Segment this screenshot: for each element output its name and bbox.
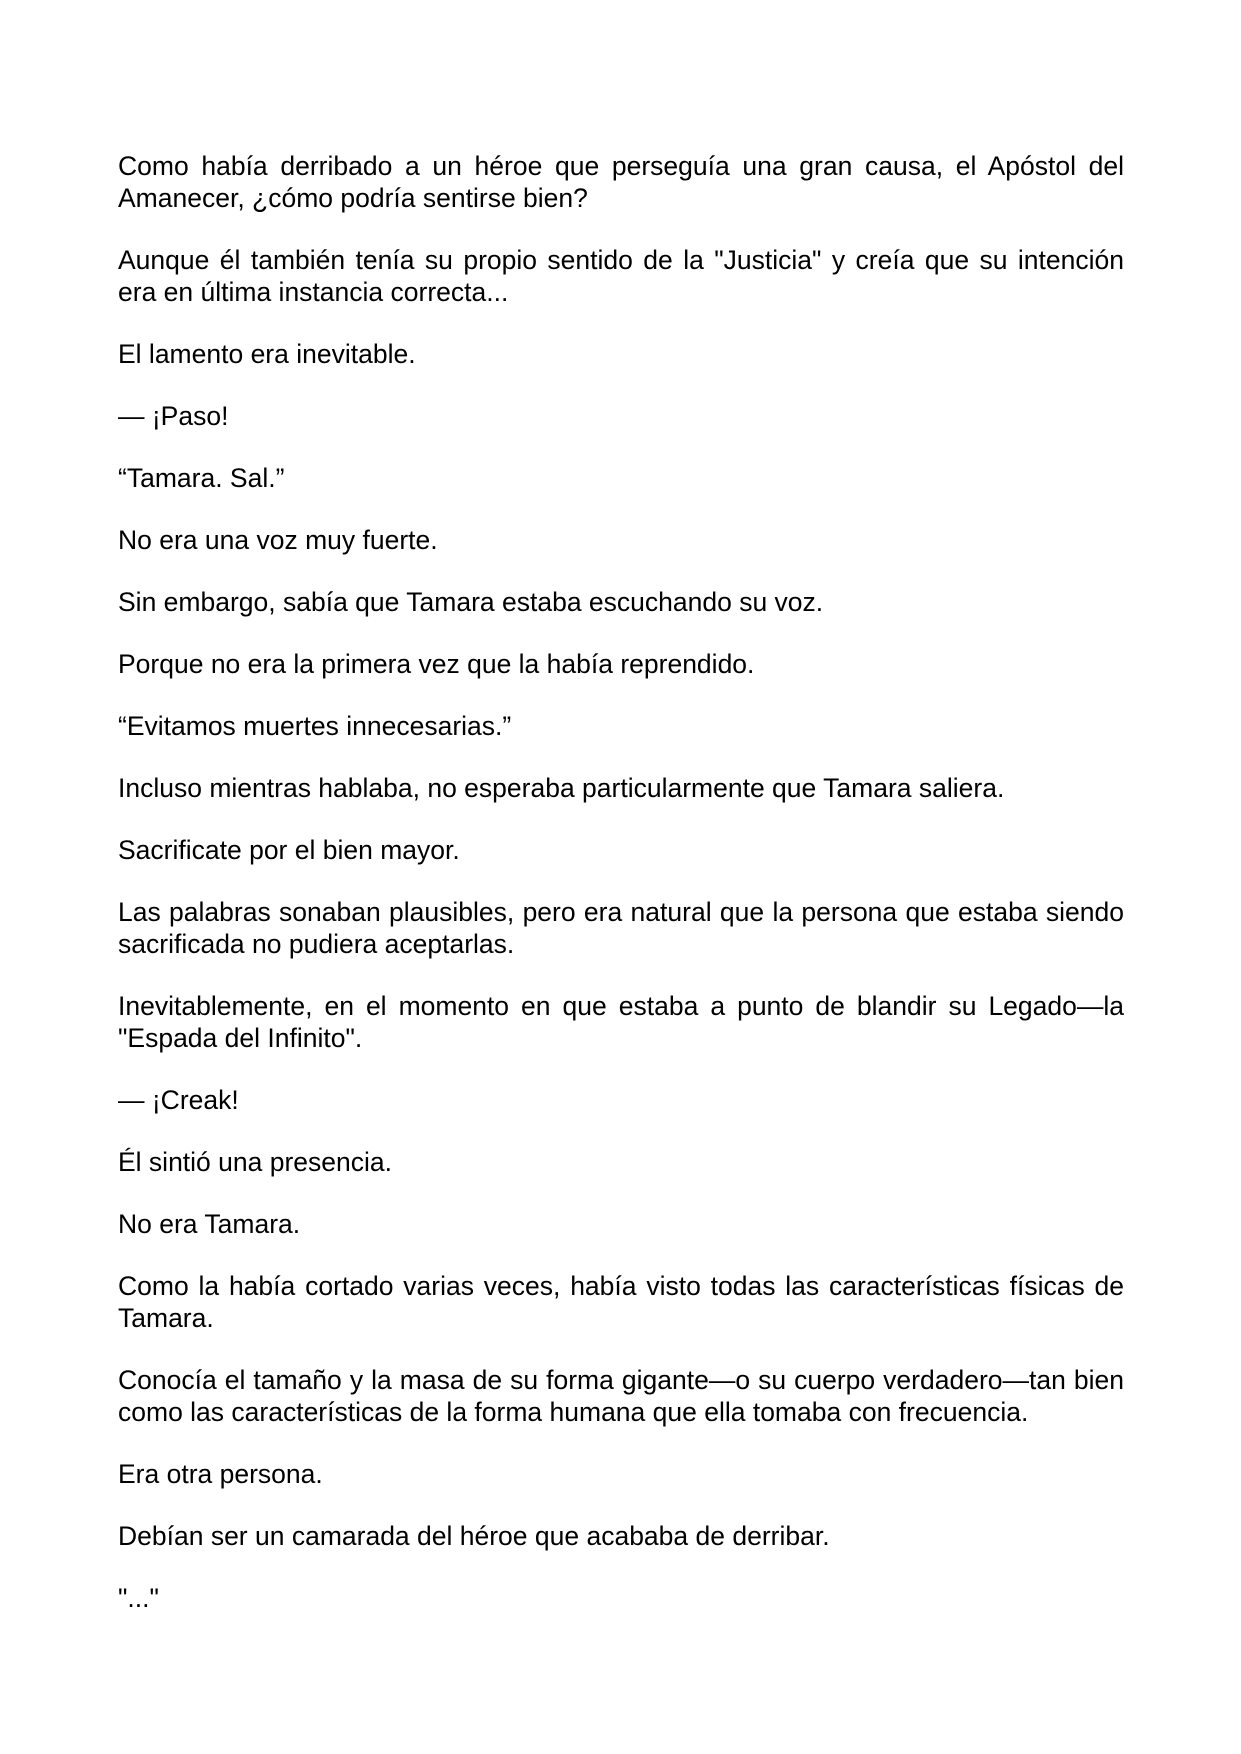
paragraph-5: “Tamara. Sal.” (118, 463, 285, 493)
paragraph-7: Sin embargo, sabía que Tamara estaba escuchando su voz. (118, 587, 824, 617)
paragraph-14: — ¡Creak! (118, 1085, 239, 1115)
paragraph-9: “Evitamos muertes innecesarias.” (118, 711, 512, 741)
paragraph-12: Las palabras sonaban plausibles, pero era natural que la persona que estaba siendo sacrificada no pudiera aceptarlas. (118, 897, 1124, 959)
paragraph-17: Como la había cortado varias veces, había visto todas las características físicas de Tamara. (118, 1271, 1124, 1333)
paragraph-18: Conocía el tamaño y la masa de su forma gigante—o su cuerpo verdadero—tan bien como las características de la forma humana que ella tomaba con frecuencia. (118, 1365, 1124, 1427)
paragraph-6: No era una voz muy fuerte. (118, 525, 438, 555)
paragraph-21: "..." (118, 1583, 159, 1613)
paragraph-10: Incluso mientras hablaba, no esperaba particularmente que Tamara saliera. (118, 773, 1005, 803)
paragraph-11: Sacrificate por el bien mayor. (118, 835, 460, 865)
paragraph-13: Inevitablemente, en el momento en que estaba a punto de blandir su Legado—la "Espada del Infinito". (118, 991, 1124, 1053)
paragraph-20: Debían ser un camarada del héroe que acababa de derribar. (118, 1521, 830, 1551)
paragraph-3: El lamento era inevitable. (118, 339, 416, 369)
paragraph-8: Porque no era la primera vez que la había reprendido. (118, 649, 755, 679)
paragraph-16: No era Tamara. (118, 1209, 301, 1239)
paragraph-2: Aunque él también tenía su propio sentido de la "Justicia" y creía que su intención era en última instancia correcta... (118, 245, 1124, 307)
paragraph-4: — ¡Paso! (118, 401, 229, 431)
paragraph-19: Era otra persona. (118, 1459, 323, 1489)
paragraph-1: Como había derribado a un héroe que perseguía una gran causa, el Apóstol del Amanecer, ¿cómo podría sentirse bien? (118, 151, 1124, 213)
document-page (118, 150, 1124, 1644)
paragraph-15: Él sintió una presencia. (118, 1147, 392, 1177)
